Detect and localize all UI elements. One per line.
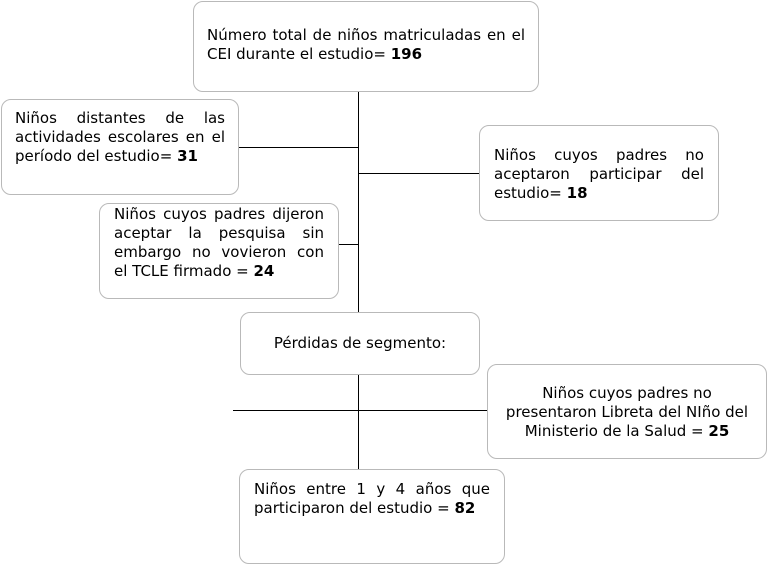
distant-children-text: Niños distantes de las actividades escolares en el período del estudio= — [15, 109, 225, 165]
no-health-booklet-box — [487, 364, 767, 459]
participants-box — [239, 469, 505, 564]
distant-children-box — [1, 99, 239, 195]
no-signed-tcle-value: 24 — [253, 262, 275, 280]
segment-losses-box — [240, 312, 480, 375]
total-enrolled-text: Número total de niños matriculadas en el CEI durante el estudio= — [207, 26, 525, 63]
no-health-booklet-value: 25 — [708, 422, 730, 440]
no-signed-tcle-text: Niños cuyos padres dijeron aceptar la pesquisa sin embargo no vovieron con el TCLE firmado = — [114, 205, 324, 280]
branch-line-sin-libreta — [233, 410, 488, 411]
trunk-line-upper — [358, 91, 359, 313]
parents-declined-value: 18 — [566, 184, 588, 202]
participants-text: Niños entre 1 y 4 años que participaron del estudio = — [254, 480, 490, 517]
total-enrolled-box — [193, 1, 539, 92]
parents-declined-box — [479, 125, 719, 221]
no-health-booklet-text: Niños cuyos padres no presentaron Libreta del NIño del Ministerio de la Salud = — [505, 384, 749, 440]
no-signed-tcle-box — [99, 203, 339, 299]
distant-children-value: 31 — [177, 147, 198, 165]
branch-line-sin-tcle — [338, 244, 359, 245]
branch-line-no-aceptaron — [358, 173, 480, 174]
parents-declined-text: Niños cuyos padres no aceptaron participar del estudio= — [494, 146, 704, 202]
branch-line-distantes — [238, 147, 359, 148]
segment-losses-text: Pérdidas de segmento: — [273, 334, 447, 352]
total-enrolled-value: 196 — [390, 45, 423, 63]
participants-value: 82 — [454, 499, 476, 517]
trunk-line-lower — [358, 374, 359, 470]
